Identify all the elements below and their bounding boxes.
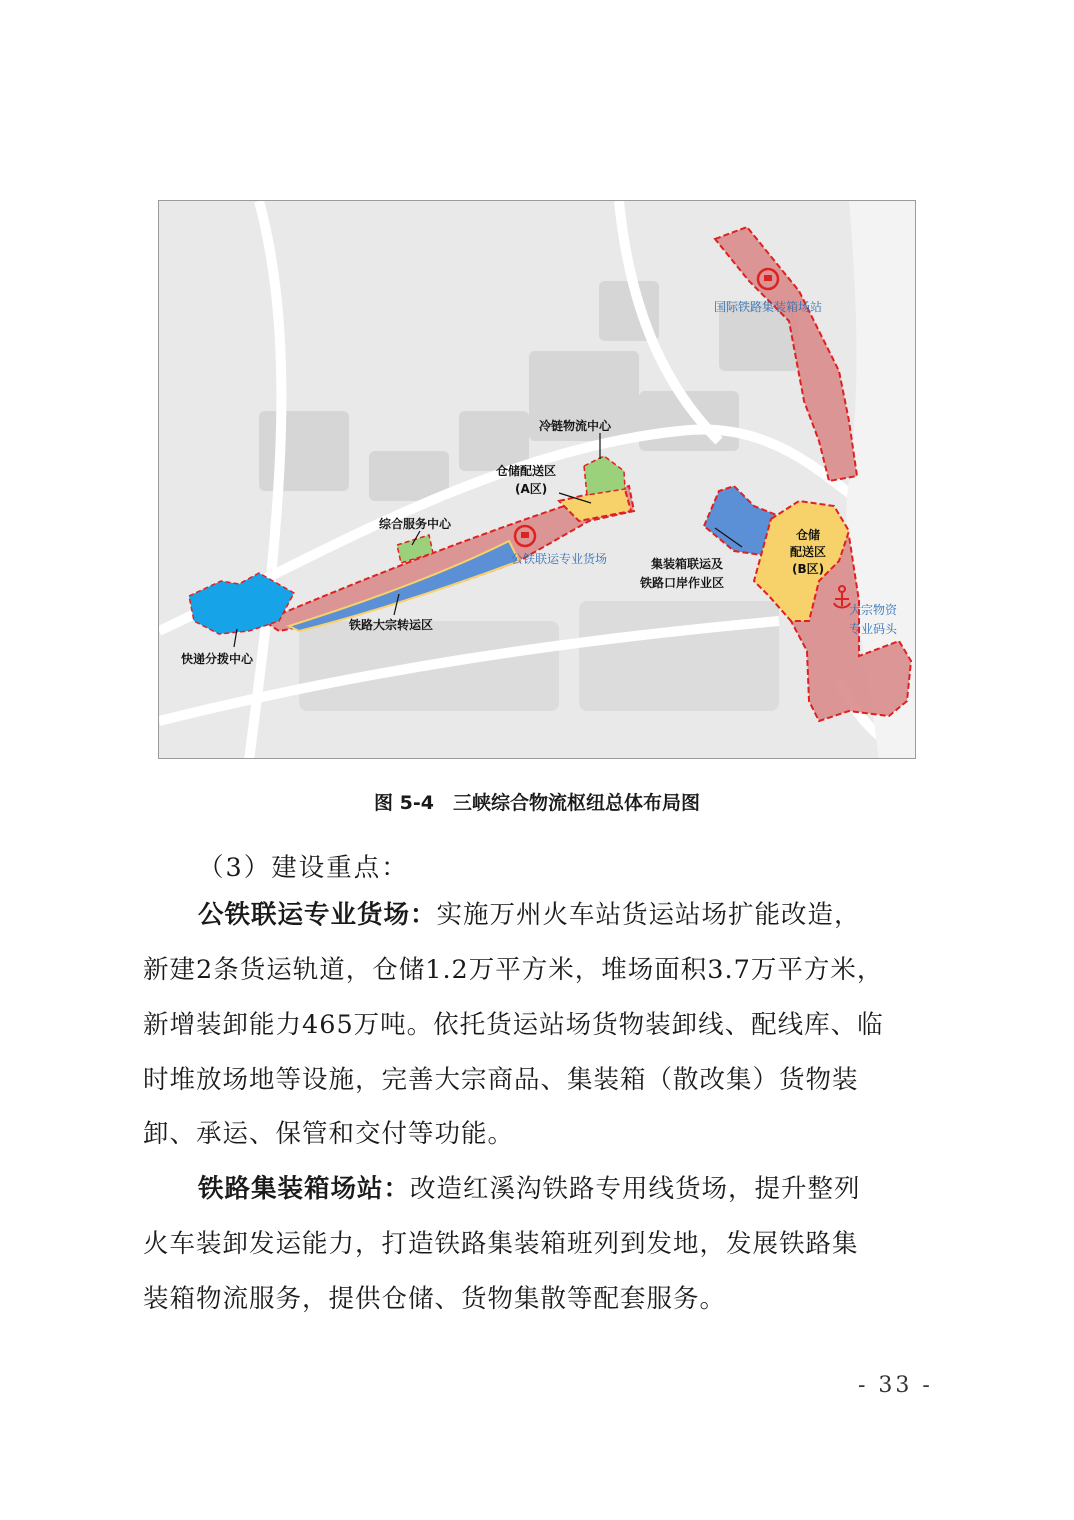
map-svg — [159, 201, 916, 759]
label-warehouse-b-3: (B区) — [792, 562, 825, 576]
label-rail-bulk: 铁路大宗转运区 — [349, 618, 434, 632]
label-rail-road-yard: 公铁联运专业货场 — [511, 552, 608, 566]
layout-map — [158, 200, 916, 759]
paragraph-line: 公铁联运专业货场：实施万州火车站货运站场扩能改造， — [198, 900, 861, 930]
label-intl-station: 国际铁路集装箱场站 — [714, 300, 823, 314]
label-service-center: 综合服务中心 — [379, 517, 452, 531]
label-cold-chain: 冷链物流中心 — [539, 419, 612, 433]
label-express: 快递分拨中心 — [181, 652, 254, 666]
label-bulk-wharf-1: 大宗物资 — [849, 603, 898, 617]
label-container-2: 铁路口岸作业区 — [640, 576, 725, 590]
label-warehouse-b-1: 仓储 — [796, 528, 821, 542]
label-warehouse-a-1: 仓储配送区 — [496, 464, 557, 478]
page-number: - 33 - — [858, 1373, 933, 1398]
section-heading: （3）建设重点： — [198, 853, 409, 883]
label-warehouse-b-2: 配送区 — [790, 545, 827, 559]
label-warehouse-a-2: (A区) — [515, 482, 548, 496]
paragraph-line: 火车装卸发运能力，打造铁路集装箱班列到发地，发展铁路集 — [143, 1229, 859, 1259]
paragraph-lead: 公铁联运专业货场： — [198, 900, 437, 930]
paragraph-line: 时堆放场地等设施，完善大宗商品、集装箱（散改集）货物装 — [143, 1065, 859, 1095]
paragraph-line: 卸、承运、保管和交付等功能。 — [143, 1119, 515, 1149]
paragraph-line: 新增装卸能力465万吨。依托货运站场货物装卸线、配线库、临 — [143, 1010, 884, 1040]
figure-caption: 图 5-4 三峡综合物流枢纽总体布局图 — [374, 792, 700, 814]
paragraph-line: 铁路集装箱场站：改造红溪沟铁路专用线货场，提升整列 — [198, 1174, 861, 1204]
paragraph-lead: 铁路集装箱场站： — [198, 1174, 411, 1204]
paragraph-line: 新建2条货运轨道，仓储1.2万平方米，堆场面积3.7万平方米， — [143, 955, 884, 985]
paragraph-line: 装箱物流服务，提供仓储、货物集散等配套服务。 — [143, 1284, 727, 1314]
label-bulk-wharf-2: 专业码头 — [849, 622, 898, 636]
label-container-1: 集装箱联运及 — [651, 557, 724, 571]
